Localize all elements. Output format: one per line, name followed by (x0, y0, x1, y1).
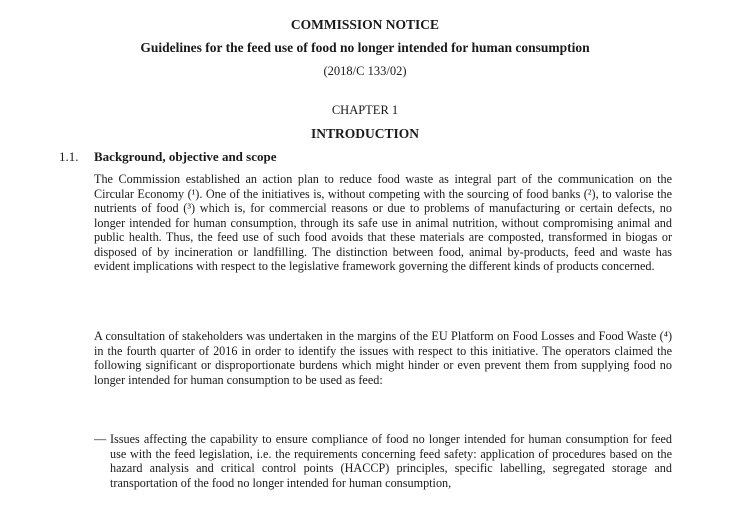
chapter-label: CHAPTER 1 (331, 103, 399, 117)
document-reference: (2018/C 133/02) (323, 64, 407, 78)
section-title: Background, objective and scope (94, 149, 277, 164)
notice-heading: COMMISSION NOTICE (290, 17, 440, 32)
chapter-title: INTRODUCTION (310, 126, 419, 141)
bullet-text: Issues affecting the capability to ensure compliance of food no longer intended for human consumption for feed use with the feed legislation, i.e. the requirements concerning feed safety: application of procedures based on the hazard analysis and critical control points (HACCP) principles, specific labelling, segregated storage and transportation of the food no longer intended for human consumption, (110, 432, 672, 490)
paragraph-background: The Commission established an action plan to reduce food waste as integral part of the communication on the Circular Economy (¹). One of the initiatives is, without competing with the sourcing of food banks (²), to valorise the nutrients of food (³) which is, for commercial reasons or due to problems of manufacturing or certain defects, no longer intended for human consumption, through its safe use in animal nutrition, without compromising animal and public health. Thus, the feed use of such food avoids that these materials are composted, transformed in biogas or disposed of by incineration or landfilling. The distinction between food, animal by-products, feed and waste has evident implications with respect to the legislative framework governing the different kinds of products concerned. (94, 172, 672, 273)
paragraph-consultation: A consultation of stakeholders was undertaken in the margins of the EU Platform on Food Losses and Food Waste (⁴) in the fourth quarter of 2016 in order to identify the issues with respect to this initiative. The operators claimed the following significant or disproportionate burdens which might hinder or even prevent them from supplying food no longer intended for human consumption to be used as feed: (94, 329, 672, 387)
section-number: 1.1. (59, 149, 79, 164)
list-item (94, 432, 672, 490)
bullet-dash: — (94, 432, 107, 446)
document-title: Guidelines for the feed use of food no longer intended for human consumption (140, 40, 590, 55)
